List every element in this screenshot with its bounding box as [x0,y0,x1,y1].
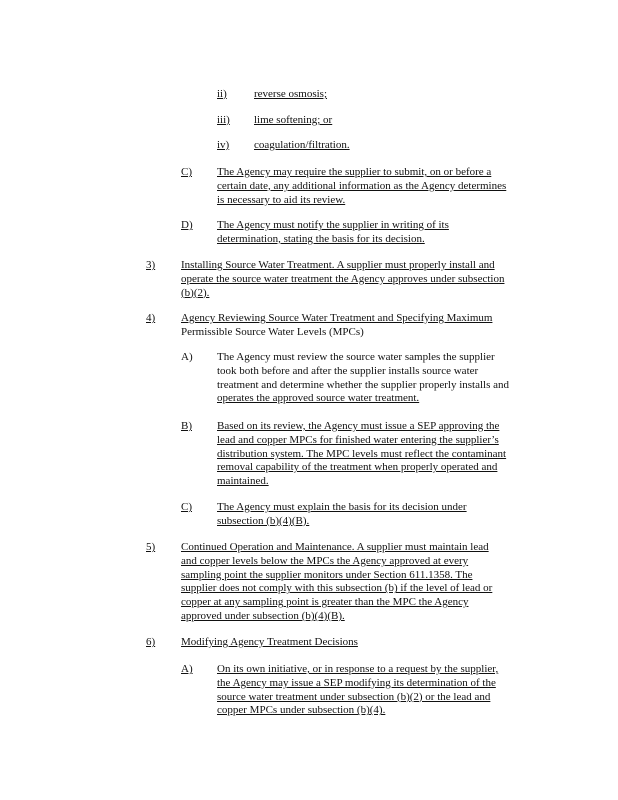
text-line: operates the approved source water treatment. [217,392,420,405]
text-line: approved under subsection (b)(4)(B). [181,609,345,622]
item-text [217,663,539,718]
item-text [181,541,539,624]
item-label: C) [181,166,192,178]
item-text: reverse osmosis; [254,88,328,100]
text-line: supplier does not comply with this subsection (b) if the level of lead or [181,582,493,595]
text-line: removal capability of the treatment when properly operated and [217,461,498,474]
item-label: 4) [146,312,156,324]
item-label: A) [181,663,193,675]
text-line: The Agency must notify the supplier in writing of its [217,219,449,231]
item-text: coagulation/filtration. [254,139,350,151]
text-line: Permissible Source Water Levels (MPCs) [181,325,364,338]
item-label: A) [181,351,193,363]
text-line: Installing Source Water Treatment. A supplier must properly install and [181,259,495,271]
item-text [181,636,539,650]
text-line: Continued Operation and Maintenance. A supplier must maintain lead [181,541,489,553]
text-line: The Agency may require the supplier to submit, on or before a [217,166,492,178]
item-text [217,351,539,406]
text-line: source water treatment under subsection (b)(2) or the lead and [217,690,491,703]
item-label: iv) [217,139,230,151]
item-text [217,420,539,489]
text-line: lead and copper MPCs for finished water entering the supplier’s [217,433,499,446]
item-text [217,501,539,529]
item-label: 3) [146,259,156,271]
text-line: Agency Reviewing Source Water Treatment and Specifying Maximum [181,312,493,324]
item-text [181,259,539,300]
item-text: lime softening; or [254,114,333,126]
text-line: maintained. [217,475,269,488]
text-line: treatment and determine whether the supplier properly installs and [217,378,510,391]
item-label: 5) [146,541,156,553]
text-line: copper at any sampling point is greater than the MPC the Agency [181,596,469,609]
text-line: is necessary to aid its review. [217,193,346,206]
text-line: operate the source water treatment the Agency approves under subsection [181,272,505,285]
text-line: (b)(2). [181,286,210,299]
item-text [217,166,539,207]
item-label: B) [181,420,192,432]
text-line: and copper levels below the MPCs the Agency approved at every [181,554,469,567]
text-line: sampling point the supplier monitors under Section 611.1358. The [181,568,473,581]
item-label: 6) [146,636,156,648]
item-label: D) [181,219,193,231]
text-line: Modifying Agency Treatment Decisions [181,636,358,648]
text-line: took both before and after the supplier installs source water [217,364,479,377]
item-text [217,219,539,247]
text-line: The Agency must review the source water samples the supplier [217,351,495,363]
text-line: On its own initiative, or in response to a request by the supplier, [217,663,499,675]
text-line: copper MPCs under subsection (b)(4). [217,704,386,717]
text-line: Based on its review, the Agency must issue a SEP approving the [217,420,500,432]
item-text [181,312,539,340]
text-line: the Agency may issue a SEP modifying its determination of the [217,676,496,689]
item-label: iii) [217,114,230,126]
text-line: subsection (b)(4)(B). [217,514,310,527]
item-label: C) [181,501,192,513]
text-line: distribution system. The MPC levels must reflect the contaminant [217,447,507,460]
text-line: certain date, any additional information as the Agency determines [217,179,507,192]
text-line: The Agency must explain the basis for its decision under [217,501,467,513]
item-label: ii) [217,88,227,100]
text-line: determination, stating the basis for its decision. [217,232,425,245]
